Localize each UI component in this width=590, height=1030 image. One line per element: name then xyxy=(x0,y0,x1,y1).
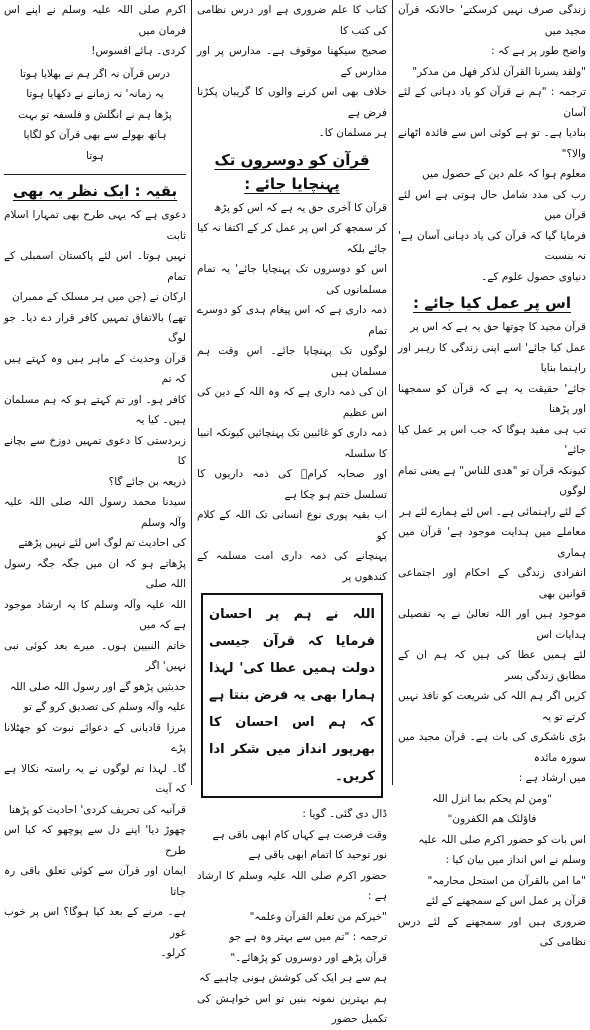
section-heading-amal: اس پر عمل کیا جائے : xyxy=(413,294,571,312)
text-line: میں ارشاد ہے : xyxy=(518,772,586,784)
text-line: وقت فرصت ہے کہاں کام ابھی باقی ہے xyxy=(212,828,387,841)
text-line: ایمان اور قرآن سے کوئی تعلق باقی رہ جاتا xyxy=(4,865,186,898)
text-line: مرزا قادیانی کے دعوائے نبوت کو جھٹلانا پڑے xyxy=(4,721,186,754)
text-line: زندگی صرف نہیں کرسکتے' حالانکہ قرآن مجید میں xyxy=(398,4,586,37)
column-middle-end xyxy=(197,804,387,1030)
text-line: "خیرکم من تعلم القرآن وعلمہ" xyxy=(249,910,387,923)
text-line: کتاب کا علم ضروری ہے اور درس نظامی کی کتب کا xyxy=(197,4,387,37)
text-line: کافر ہو۔ اور تم کہتے ہو کہ ہم مسلمان ہیں۔ کیا یہ xyxy=(4,393,186,426)
text-line: ترجمہ : "ہم نے قرآن کو یاد دہانی کے لئے آسان xyxy=(398,86,586,119)
text-line: ڈال دی گئی۔ گویا : xyxy=(302,808,387,820)
text-line: معلوم ہوا کہ علم دین کے حصول میں xyxy=(421,168,586,180)
text-line: چھوڑ دیا' اپنے دل سے پوچھو کہ کیا اس طرح xyxy=(4,824,186,857)
poem-line: پڑھا ہم نے انگلش و فلسفہ تو بہت xyxy=(18,108,172,121)
column-right-intro xyxy=(398,0,586,287)
text-line: صحیح سیکھنا موقوف ہے۔ مدارس پر اور مدارس کے xyxy=(197,45,387,78)
text-line: قرآنیہ کی تحریف کردی' احادیث کو پڑھنا xyxy=(8,803,186,816)
column-middle-intro xyxy=(197,0,387,144)
column-divider-2 xyxy=(191,0,192,785)
text-line: خلاف بھی اس کرنے والوں کا گریبان پکڑنا فرض ہے xyxy=(197,86,387,119)
text-line: ہم سے ہر ایک کی کوشش ہونی چاہیے کہ xyxy=(199,972,387,984)
poem-line: ہاتھ بھولے سے بھی قرآن کو لگایا ہوتا xyxy=(23,129,167,162)
text-line: وسلم نے اس انداز میں بیان کیا : xyxy=(445,854,586,866)
highlight-quote-text: اللہ نے ہم پر احسان فرمایا کہ قرآن جیسی دولت ہمیں عطا کی' لہذا ہمارا بھی یہ فرض بنتا ہے کہ ہم اس احسان کا بھرپور انداز میں شکر ادا کریں۔ xyxy=(209,607,375,784)
column-middle-body xyxy=(197,198,387,588)
section-separator xyxy=(4,174,186,175)
text-line: لوگوں تک پہنچایا جائے۔ اس وقت ہم مسلمان ہیں xyxy=(197,345,387,378)
text-line: قرآن کا آخری حق یہ ہے کہ اس کو پڑھ xyxy=(213,201,387,214)
text-line: سیدنا محمد رسول اللہ صلی اللہ علیہ وآلہ وسلم xyxy=(4,496,186,529)
text-line: قرآن مجید کا چوتھا حق یہ ہے کہ اس پر xyxy=(410,321,586,333)
text-line: لئے ہمیں عطا کی ہیں کہ ہم ان کے مطابق زندگی بسر xyxy=(398,649,586,682)
text-line: ارکان نے (جن میں ہر مسلک کے ممبران xyxy=(12,291,186,303)
arabic-quote-line-1: "ومن لم یحکم بما انزل اللہ xyxy=(431,792,553,805)
section-heading-tabligh: قرآن کو دوسروں تک پہنچایا جائے : xyxy=(214,150,370,193)
text-line: ذمہ داری کو غائبین تک پہنچائیں کیونکہ انبیا کا سلسلہ xyxy=(197,427,387,460)
column-left-body xyxy=(4,205,186,964)
arabic-quote-line-2: فاؤلئک ھم الکفرون" xyxy=(447,813,537,825)
section-heading-baqiya: بقیہ : ایک نظر یہ بھی xyxy=(12,182,178,200)
text-line: ہر مسلمان کا۔ xyxy=(318,127,387,139)
poem-line: یہ زمانہ' نہ زمانے نے دکھایا ہوتا xyxy=(26,88,164,100)
text-line: بنادیا ہے۔ تو ہے کوئی اس سے فائدہ اٹھانے والا؟" xyxy=(398,127,586,160)
text-line: نور توحید کا اتمام ابھی باقی ہے xyxy=(248,849,387,861)
text-line: اکرم صلی اللہ علیہ وسلم نے اپنے اس فرمان میں xyxy=(4,4,186,37)
text-line: قرآن پر عمل اس کے سمجھنے کے لئے xyxy=(425,895,586,907)
text-line: کریں اگر ہم اللہ کی شریعت کو نافذ نہیں کرتے تو یہ xyxy=(398,690,586,723)
text-line: واضح طور پر ہے کہ : xyxy=(491,45,586,57)
text-line: خاتم النبیین ہوں۔ میرے بعد کوئی نبی نہیں' اگر xyxy=(4,639,186,672)
poem-block xyxy=(4,62,186,169)
text-line: اس بات کو حضور اکرم صلی اللہ علیہ xyxy=(418,833,586,846)
column-right-end xyxy=(398,830,586,953)
column-right xyxy=(398,0,586,948)
text-line: کرلو۔ xyxy=(160,947,186,959)
column-right-body xyxy=(398,317,586,789)
text-line: اللہ علیہ وآلہ وسلم کا یہ ارشاد موجود ہے کہ میں xyxy=(4,598,186,631)
text-line: ذریعہ بن جائے گا؟ xyxy=(108,475,186,488)
text-line: رب کی مدد شامل حال ہوتی ہے اس لئے قرآن میں xyxy=(398,188,586,221)
text-line: کے لئے راہنمائی ہے۔ اس لئے ہمارے لئے ہر xyxy=(399,505,586,518)
text-line: معاملے میں ہدایت موجود ہے' قرآن میں ہماری xyxy=(398,526,586,559)
text-line: جائے' حقیقت یہ ہے کہ قرآن کو سمجھنا اور پڑھنا xyxy=(398,382,586,415)
text-line: ذمہ داری ہے کہ اس پیغام ہدی کو دوسرے تمام xyxy=(197,304,387,337)
text-line: گا۔ لہذا تم لوگوں نے یہ راستہ نکالا ہے کہ آیت xyxy=(4,762,186,795)
column-left xyxy=(4,0,186,959)
text-line: ترجمہ : "تم میں سے بہتر وہ ہے جو xyxy=(229,931,387,943)
text-line: دعوی ہے کہ یہی طرح بھی تمہارا اسلام ثابت xyxy=(4,209,186,242)
text-line: ہے۔ مرنے کے بعد کیا ہوگا؟ اس پر خوب غور xyxy=(4,906,186,939)
text-line: نہیں ہوتا۔ اس لئے پاکستان اسمبلی کے تمام xyxy=(4,250,186,283)
text-line: موجود ہیں اور اللہ تعالیٰ نے یہ تفصیلی ہدایات اس xyxy=(398,608,586,641)
text-line: تب ہی مفید ہوگا کہ جب اس پر عمل کیا جائے' xyxy=(398,423,586,456)
text-line: اب بقیہ پوری نوع انسانی تک اللہ کے کلام کو xyxy=(197,509,387,542)
column-divider-1 xyxy=(392,0,393,785)
text-line: انفرادی زندگی کے احکام اور اجتماعی قوانین بھی xyxy=(398,567,586,600)
text-line: عمل کیا جائے' اسے اپنی زندگی کا رہبر اور راہنما بنایا xyxy=(398,341,586,374)
column-left-intro xyxy=(4,0,186,62)
text-line: "ولقد یسرنا القرآن لذکر فھل من مدکر" xyxy=(412,65,586,78)
text-line: ان کی ذمہ داری ہے کہ وہ اللہ کے دین کی اس عظیم xyxy=(197,386,387,419)
text-line: پہنچانے کی ذمہ داری امت مسلمہ کے کندھوں پر xyxy=(197,550,387,583)
text-line: اس کو دوسروں تک پہنچایا جائے' یہ تمام مسلمانوں کی xyxy=(197,263,387,296)
text-line: کردی۔ ہائے افسوس! xyxy=(91,45,186,57)
text-line: قرآن پڑھے اور دوسروں کو پڑھائے۔" xyxy=(230,951,387,964)
text-line: کی احادیث تم لوگ اس لئے نہیں پڑھتے xyxy=(18,537,186,549)
text-line: کر سمجھ کر اس پر عمل کر کے اکتفا نہ کیا جائے بلکہ xyxy=(197,222,387,255)
poem-line: درس قرآن نہ اگر ہم نے بھلایا ہوتا xyxy=(19,67,171,80)
text-line: حضور اکرم صلی اللہ علیہ وسلم کا ارشاد ہے : xyxy=(197,869,387,902)
text-line: فرمایا گیا کہ قرآن کی یاد دہانی آسان ہے' نہ بنسبت xyxy=(398,229,586,262)
text-line: "ما امن بالقرآن من استحل محارمہ" xyxy=(427,874,586,887)
text-line: بڑی ناشکری کی بات ہے۔ قرآن مجید میں سورہ مائدہ xyxy=(398,731,586,764)
text-line: ہم بہترین نمونہ بنیں تو اس خواہش کی تکمیل حضور xyxy=(197,992,387,1025)
text-line: تھے) بالاتفاق تمہیں کافر قرار دے دیا۔ جو لوگ xyxy=(4,311,186,344)
text-line: کیونکہ قرآن تو "ھدی للناس" ہے یعنی تمام لوگوں xyxy=(398,464,586,497)
text-line: علیہ وآلہ وسلم کی تصدیق کرو گے تو xyxy=(23,701,186,713)
text-line: اور صحابہ کرامؓ کی ذمہ داریوں کا تسلسل ختم ہو چکا ہے xyxy=(197,468,387,501)
text-line: ضروری ہیں اور سمجھنے کے لئے درس نظامی کی xyxy=(398,915,586,948)
highlight-quote-box xyxy=(201,593,383,798)
column-middle xyxy=(197,0,387,1025)
text-line: دنیاوی حصول علوم کے۔ xyxy=(481,270,586,283)
text-line: قرآن وحدیث کے ماہر ہیں وہ کہتے ہیں کہ تم xyxy=(4,352,186,385)
text-line: حدیثیں پڑھو گے اور رسول اللہ صلی اللہ xyxy=(9,680,186,693)
text-line: زبردستی کا دعوی تمہیں دوزخ سے بچانے کا xyxy=(4,434,186,467)
text-line: پڑھاتے ہو کہ ان میں جگہ جگہ رسول اللہ صلی xyxy=(4,557,186,590)
